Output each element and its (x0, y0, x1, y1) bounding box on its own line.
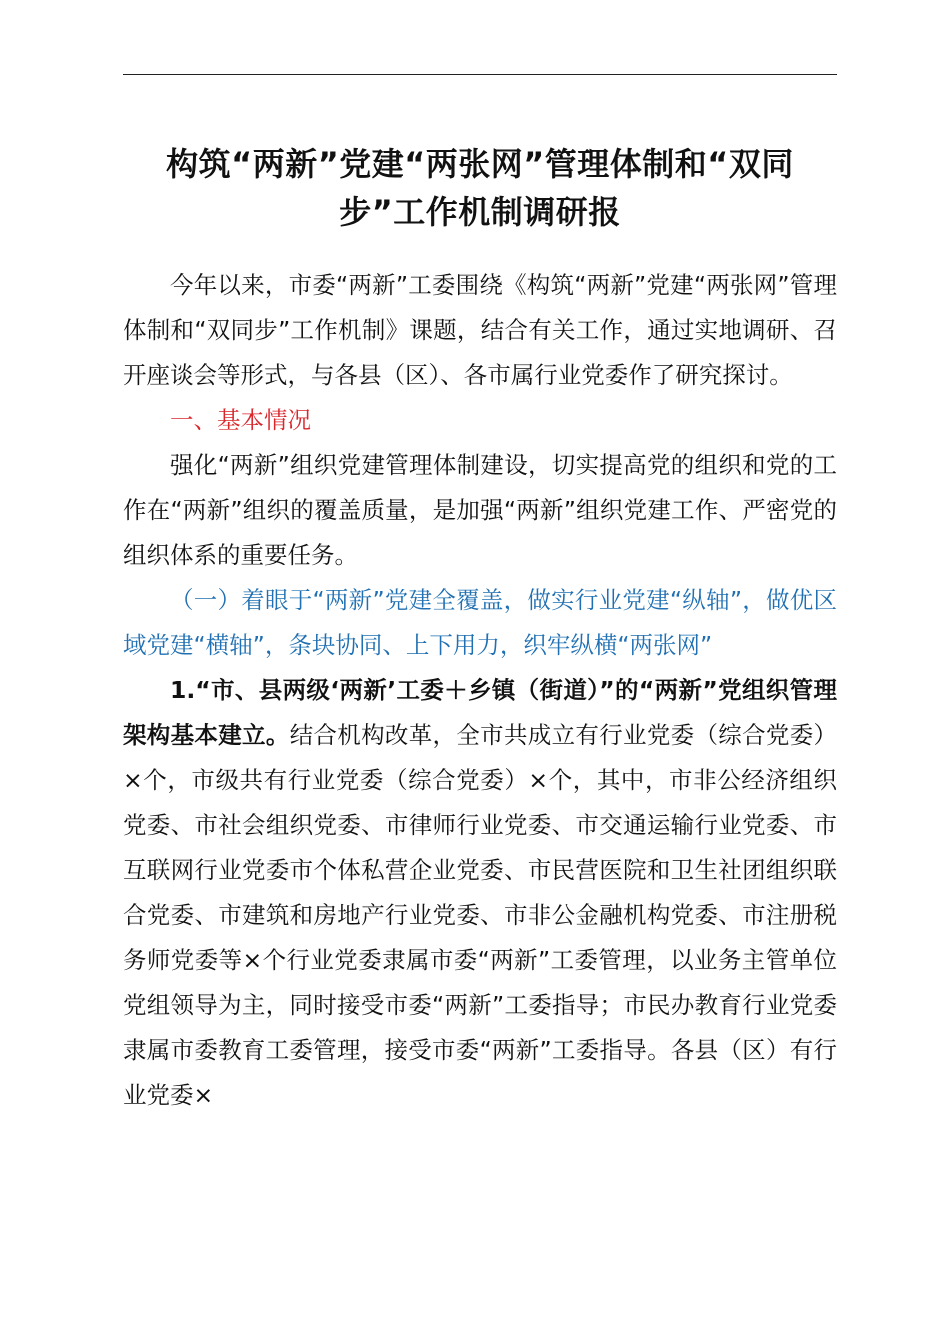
document-body (123, 263, 837, 1118)
section-paragraph: 强化“两新”组织党建管理体制建设，切实提高党的组织和党的工作在“两新”组织的覆盖质量，是加强“两新”组织党建工作、严密党的组织体系的重要任务。 (123, 451, 837, 569)
item-text: 结合机构改革，全市共成立有行业党委（综合党委）×个，市级共有行业党委（综合党委）×个，其中，市非公经济组织党委、市社会组织党委、市律师行业党委、市交通运输行业党委、市互联网行业党委市个体私营企业党委、市民营医院和卫生社团组织联合党委、市建筑和房地产行业党委、市非公金融机构党委、市注册税务师党委等×个行业党委隶属市委“两新”工委管理，以业务主管单位党组领导为主，同时接受市委“两新”工委指导；市民办教育行业党委隶属市委教育工委管理，接受市委“两新”工委指导。各县（区）有行业党委× (123, 721, 838, 1109)
document-title: 构筑“两新”党建“两张网”管理体制和“双同步”工作机制调研报 (166, 145, 794, 231)
item-paragraph (123, 668, 837, 1118)
header-rule (123, 74, 837, 75)
intro-paragraph: 今年以来，市委“两新”工委围绕《构筑“两新”党建“两张网”管理体制和“双同步”工作机制》课题，结合有关工作，通过实地调研、召开座谈会等形式，与各县（区）、各市属行业党委作了研究探讨。 (123, 271, 837, 389)
section-heading-basic-situation: 一、基本情况 (170, 406, 311, 434)
subsection-heading: （一）着眼于“两新”党建全覆盖，做实行业党建“纵轴”，做优区域党建“横轴”，条块协同、上下用力，织牢纵横“两张网” (123, 586, 837, 659)
item-lead: 1.“市、县两级‘两新’工委＋乡镇（街道）”的“两新”党组织管理架构基本建立。 (123, 676, 837, 749)
